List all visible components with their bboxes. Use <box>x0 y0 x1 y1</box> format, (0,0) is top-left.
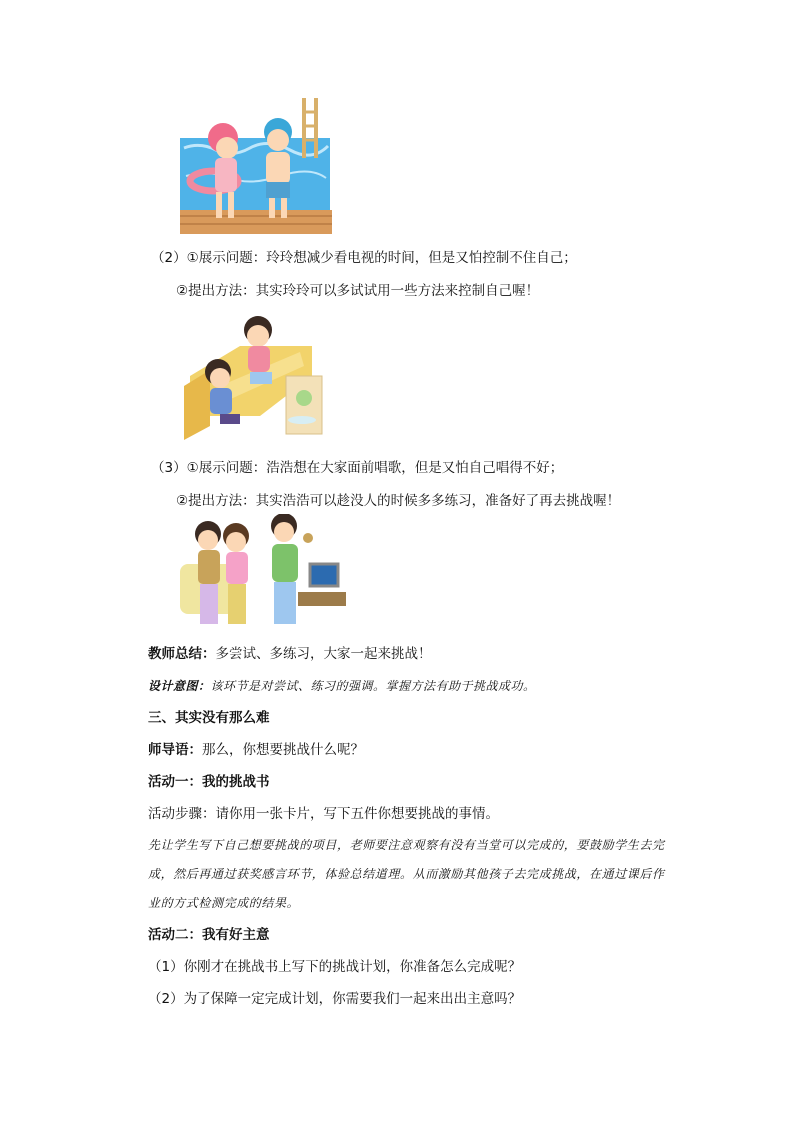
item2-method: ②提出方法：其实玲玲可以多试试用一些方法来控制自己喔！ <box>176 283 540 299</box>
guide-text: 那么，你想要挑战什么呢？ <box>202 742 364 758</box>
item3-method: ②提出方法：其实浩浩可以趁没人的时候多多练习，准备好了再去挑战喔！ <box>176 493 621 509</box>
activity2-title: 活动二：我有好主意 <box>148 927 270 943</box>
teacher-summary <box>148 645 432 663</box>
guide-line <box>148 741 364 759</box>
teacher-summary-label: 教师总结： <box>148 646 216 662</box>
activity1-note: 先让学生写下自己想要挑战的项目，老师要注意观察有没有当堂可以完成的，要鼓励学生去完成，然后再通过获奖感言环节，体验总结道理。从而激励其他孩子去完成挑战，在通过课后作业的方式检测完成的结果。 <box>148 838 665 910</box>
item3-problem: （3）①展示问题：浩浩想在大家面前唱歌，但是又怕自己唱得不好； <box>151 460 564 476</box>
design-intent-text: 该环节是对尝试、练习的强调。掌握方法有助于挑战成功。 <box>210 679 536 693</box>
children-singing-illustration <box>180 514 346 634</box>
activity1-steps: 活动步骤：请你用一张卡片，写下五件你想要挑战的事情。 <box>148 806 499 822</box>
swimming-pool-illustration <box>180 98 338 236</box>
design-intent-label: 设计意图： <box>148 679 211 693</box>
item2-problem: （2）①展示问题：玲玲想减少看电视的时间，但是又怕控制不住自己； <box>151 250 577 266</box>
activity2-question-2: （2）为了保障一定完成计划，你需要我们一起来出出主意吗？ <box>148 991 522 1007</box>
design-intent <box>148 677 536 695</box>
teacher-summary-text: 多尝试、多练习，大家一起来挑战！ <box>215 646 432 662</box>
guide-label: 师导语： <box>148 742 202 758</box>
activity1-title: 活动一：我的挑战书 <box>148 774 270 790</box>
section3-heading: 三、其实没有那么难 <box>148 710 270 726</box>
sofa-living-room-illustration <box>180 306 332 446</box>
activity2-question-1: （1）你刚才在挑战书上写下的挑战计划，你准备怎么完成呢？ <box>148 959 522 975</box>
